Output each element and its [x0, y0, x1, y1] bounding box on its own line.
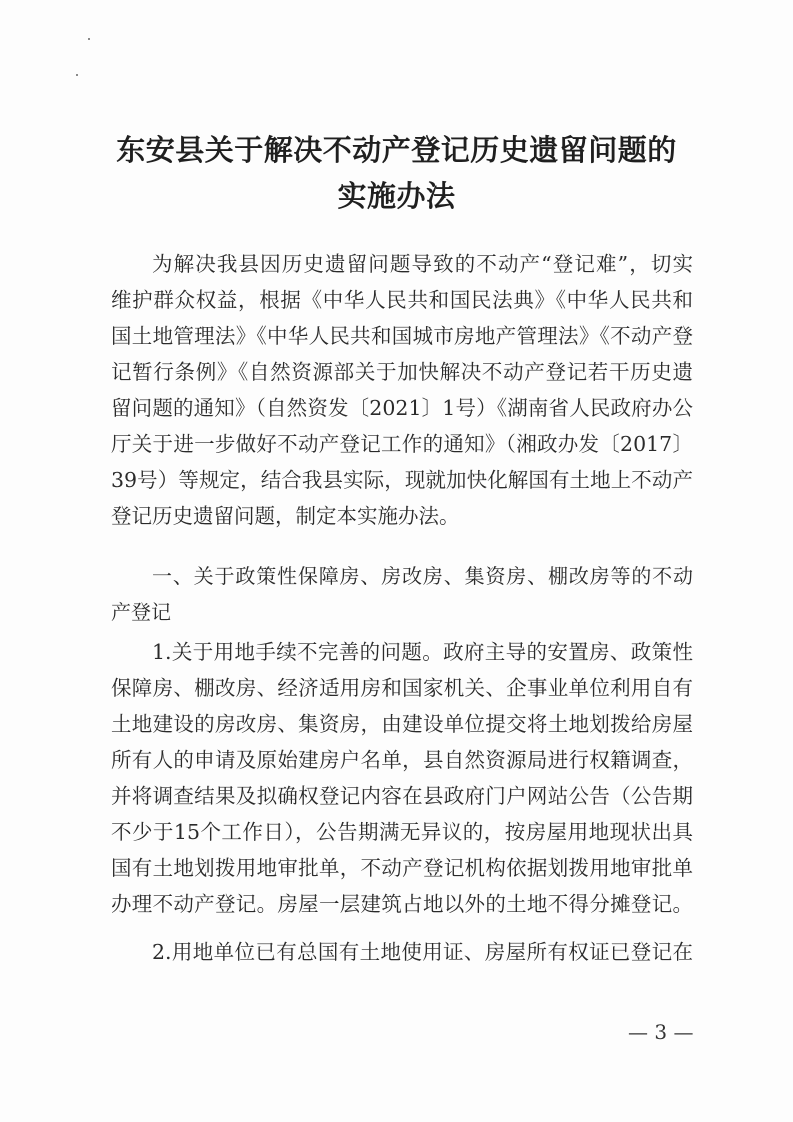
paragraph-line: 1.关于用地手续不完善的问题。政府主导的安置房、政策性 [152, 640, 693, 664]
paragraph-line: 土地建设的房改房、集资房，由建设单位提交将土地划拨给房屋 [111, 712, 693, 736]
scan-speck [88, 38, 90, 40]
paragraph-line: 国土地管理法》《中华人民共和国城市房地产管理法》《不动产登 [111, 324, 693, 348]
paragraph-line: 厅关于进一步做好不动产登记工作的通知》（湘政办发〔2017〕 [111, 432, 693, 456]
paragraph-line: 维护群众权益，根据《中华人民共和国民法典》《中华人民共和 [111, 288, 693, 312]
paragraph-line: 为解决我县因历史遗留问题导致的不动产“登记难”，切实 [152, 252, 693, 276]
paragraph-line: 办理不动产登记。房屋一层建筑占地以外的土地不得分摊登记。 [111, 892, 693, 916]
scan-speck [76, 74, 78, 76]
paragraph-line: 并将调查结果及拟确权登记内容在县政府门户网站公告（公告期 [111, 784, 693, 808]
section-heading-line: 产登记 [111, 600, 171, 624]
paragraph-line: 记暂行条例》《自然资源部关于加快解决不动产登记若干历史遗 [111, 360, 693, 384]
document-title-line-1: 东安县关于解决不动产登记历史遗留问题的 [116, 133, 677, 167]
paragraph-line: 留问题的通知》（自然资发〔2021〕1号）《湖南省人民政府办公 [111, 396, 693, 420]
paragraph-line: 39号）等规定，结合我县实际，现就加快化解国有土地上不动产 [111, 468, 693, 492]
section-heading-line: 一、关于政策性保障房、房改房、集资房、棚改房等的不动 [152, 564, 693, 588]
page-number: — 3 — [628, 1020, 694, 1044]
document-title-line-2: 实施办法 [337, 179, 456, 213]
paragraph-line: 国有土地划拨用地审批单，不动产登记机构依据划拨用地审批单 [111, 856, 693, 880]
paragraph-line: 所有人的申请及原始建房户名单，县自然资源局进行权籍调查， [111, 748, 693, 772]
paragraph-line: 保障房、棚改房、经济适用房和国家机关、企事业单位利用自有 [111, 676, 693, 700]
paragraph-line: 不少于15个工作日），公告期满无异议的，按房屋用地现状出具 [111, 820, 693, 844]
paragraph-line: 2.用地单位已有总国有土地使用证、房屋所有权证已登记在 [152, 940, 693, 964]
paragraph-line: 登记历史遗留问题，制定本实施办法。 [111, 504, 460, 528]
